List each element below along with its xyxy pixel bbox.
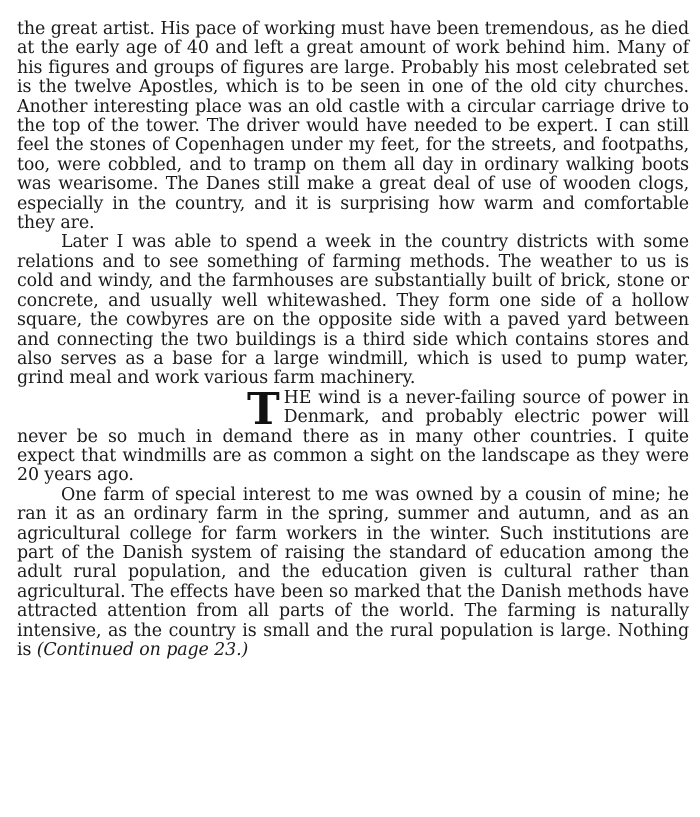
paragraph-4-text: One farm of special interest to me was owned by a cousin of mine; he ran it as an ordinary farm in the spring, summer and autumn, and as an agricultural college for farm workers in the winter. Such institutions are part of the Danish system of raising the standard of education among the adult rural population, and the education given is cultural rather than agricultural. The effects have been so marked that the Danish methods have attracted attention from all parts of the world. The farming is naturally intensive, as the country is small and the rural population is large. Nothing is: [17, 484, 689, 660]
paragraph-4: [17, 486, 689, 661]
paragraph-1-text: the great artist. His pace of working must have been tremendous, as he died at the early age of 40 and left a great amount of work behind him. Many of his figures and groups of figures are large. Probably his most celebrated set is the twelve Apostles, which is to be seen in one of the old city churches. Another interesting place was an old castle with a circular carriage drive to the top of the tower. The driver would have needed to be expert. I can still feel the stones of Copenhagen under my feet, for the streets, and footpaths, too, were cobbled, and to tramp on them all day in ordinary walking boots was wearisome. The Danes still make a great deal of use of wooden clogs, especially in the country, and it is surprising how warm and comfortable they are.: [17, 19, 689, 234]
paragraph-3-body: [17, 383, 689, 486]
article-page: [17, 20, 689, 660]
paragraph-3-text: HE wind is a never-failing source of power in Denmark, and probably electric power will never be so much in demand there as in many other countries. I quite expect that windmills are as common a sight on the landscape as they were 20 years ago.: [17, 387, 689, 486]
paragraph-2: [17, 233, 689, 388]
paragraph-3: [17, 383, 689, 486]
paragraph-1: [17, 20, 689, 233]
continued-note: (Continued on page 23.): [36, 640, 249, 660]
drop-cap-letter: T: [247, 383, 280, 435]
paragraph-2-text: Later I was able to spend a week in the country districts with some relations and to see something of farming methods. The weather to us is cold and windy, and the farmhouses are substantially built of brick, stone or concrete, and usually well whitewashed. They form one side of a hollow square, the cowbyres are on the opposite side with a paved yard between and connecting the two buildings is a third side which contains stores and also serves as a base for a large windmill, which is used to pump water, grind meal and work various farm machinery.: [17, 232, 689, 389]
